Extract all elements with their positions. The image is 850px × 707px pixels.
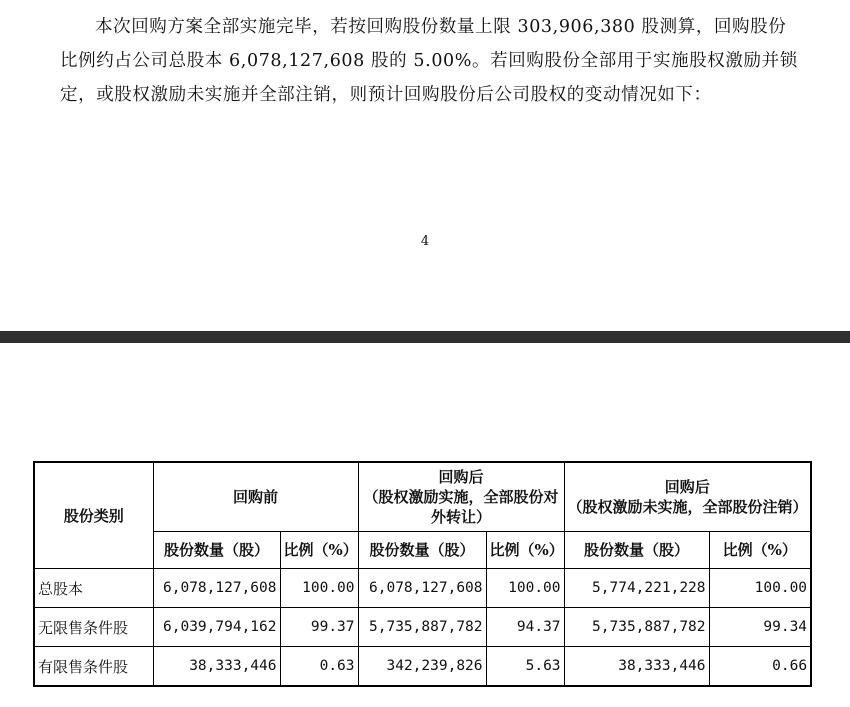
cell-value: 38,333,446 [564,647,709,687]
cell-value: 5.63 [486,647,564,687]
page-number: 4 [420,234,430,249]
cell-value: 100.00 [709,569,811,608]
group-header-before: 回购前 [153,462,358,532]
cell-value: 0.66 [709,647,811,687]
cell-value: 6,078,127,608 [153,569,280,608]
table-header-row [34,462,811,532]
subheader-ratio: 比例（%） [709,532,811,569]
cell-value: 5,774,221,228 [564,569,709,608]
cell-value: 342,239,826 [358,647,486,687]
row-label: 有限售条件股 [34,647,153,687]
cell-value: 100.00 [280,569,358,608]
cell-value: 100.00 [486,569,564,608]
table-row [34,647,811,687]
cell-value: 94.37 [486,608,564,647]
table-row [34,569,811,608]
subheader-ratio: 比例（%） [280,532,358,569]
category-header: 股份类别 [34,462,153,569]
subheader-quantity: 股份数量（股） [358,532,486,569]
row-label: 无限售条件股 [34,608,153,647]
cell-value: 0.63 [280,647,358,687]
subheader-ratio: 比例（%） [486,532,564,569]
row-label: 总股本 [34,569,153,608]
cell-value: 6,078,127,608 [358,569,486,608]
table-row [34,608,811,647]
intro-paragraph: 本次回购方案全部实施完毕，若按回购股份数量上限 303,906,380 股测算，回购股份比例约占公司总股本 6,078,127,608 股的 5.00%。若回购股份全部用于实施股权激励并锁定，或股权激励未实施并全部注销，则预计回购股份后公司股权的变动情况如下： [60,17,798,105]
share-change-table [33,461,812,687]
cell-value: 38,333,446 [153,647,280,687]
cell-value: 5,735,887,782 [358,608,486,647]
cell-value: 99.34 [709,608,811,647]
subheader-quantity: 股份数量（股） [564,532,709,569]
group-header-after-transfer: 回购后 （股权激励实施，全部股份对外转让） [358,462,564,532]
cell-value: 99.37 [280,608,358,647]
subheader-quantity: 股份数量（股） [153,532,280,569]
group-header-after-cancel: 回购后 （股权激励未实施，全部股份注销） [564,462,811,532]
cell-value: 6,039,794,162 [153,608,280,647]
cell-value: 5,735,887,782 [564,608,709,647]
page-break-bar [0,331,850,343]
